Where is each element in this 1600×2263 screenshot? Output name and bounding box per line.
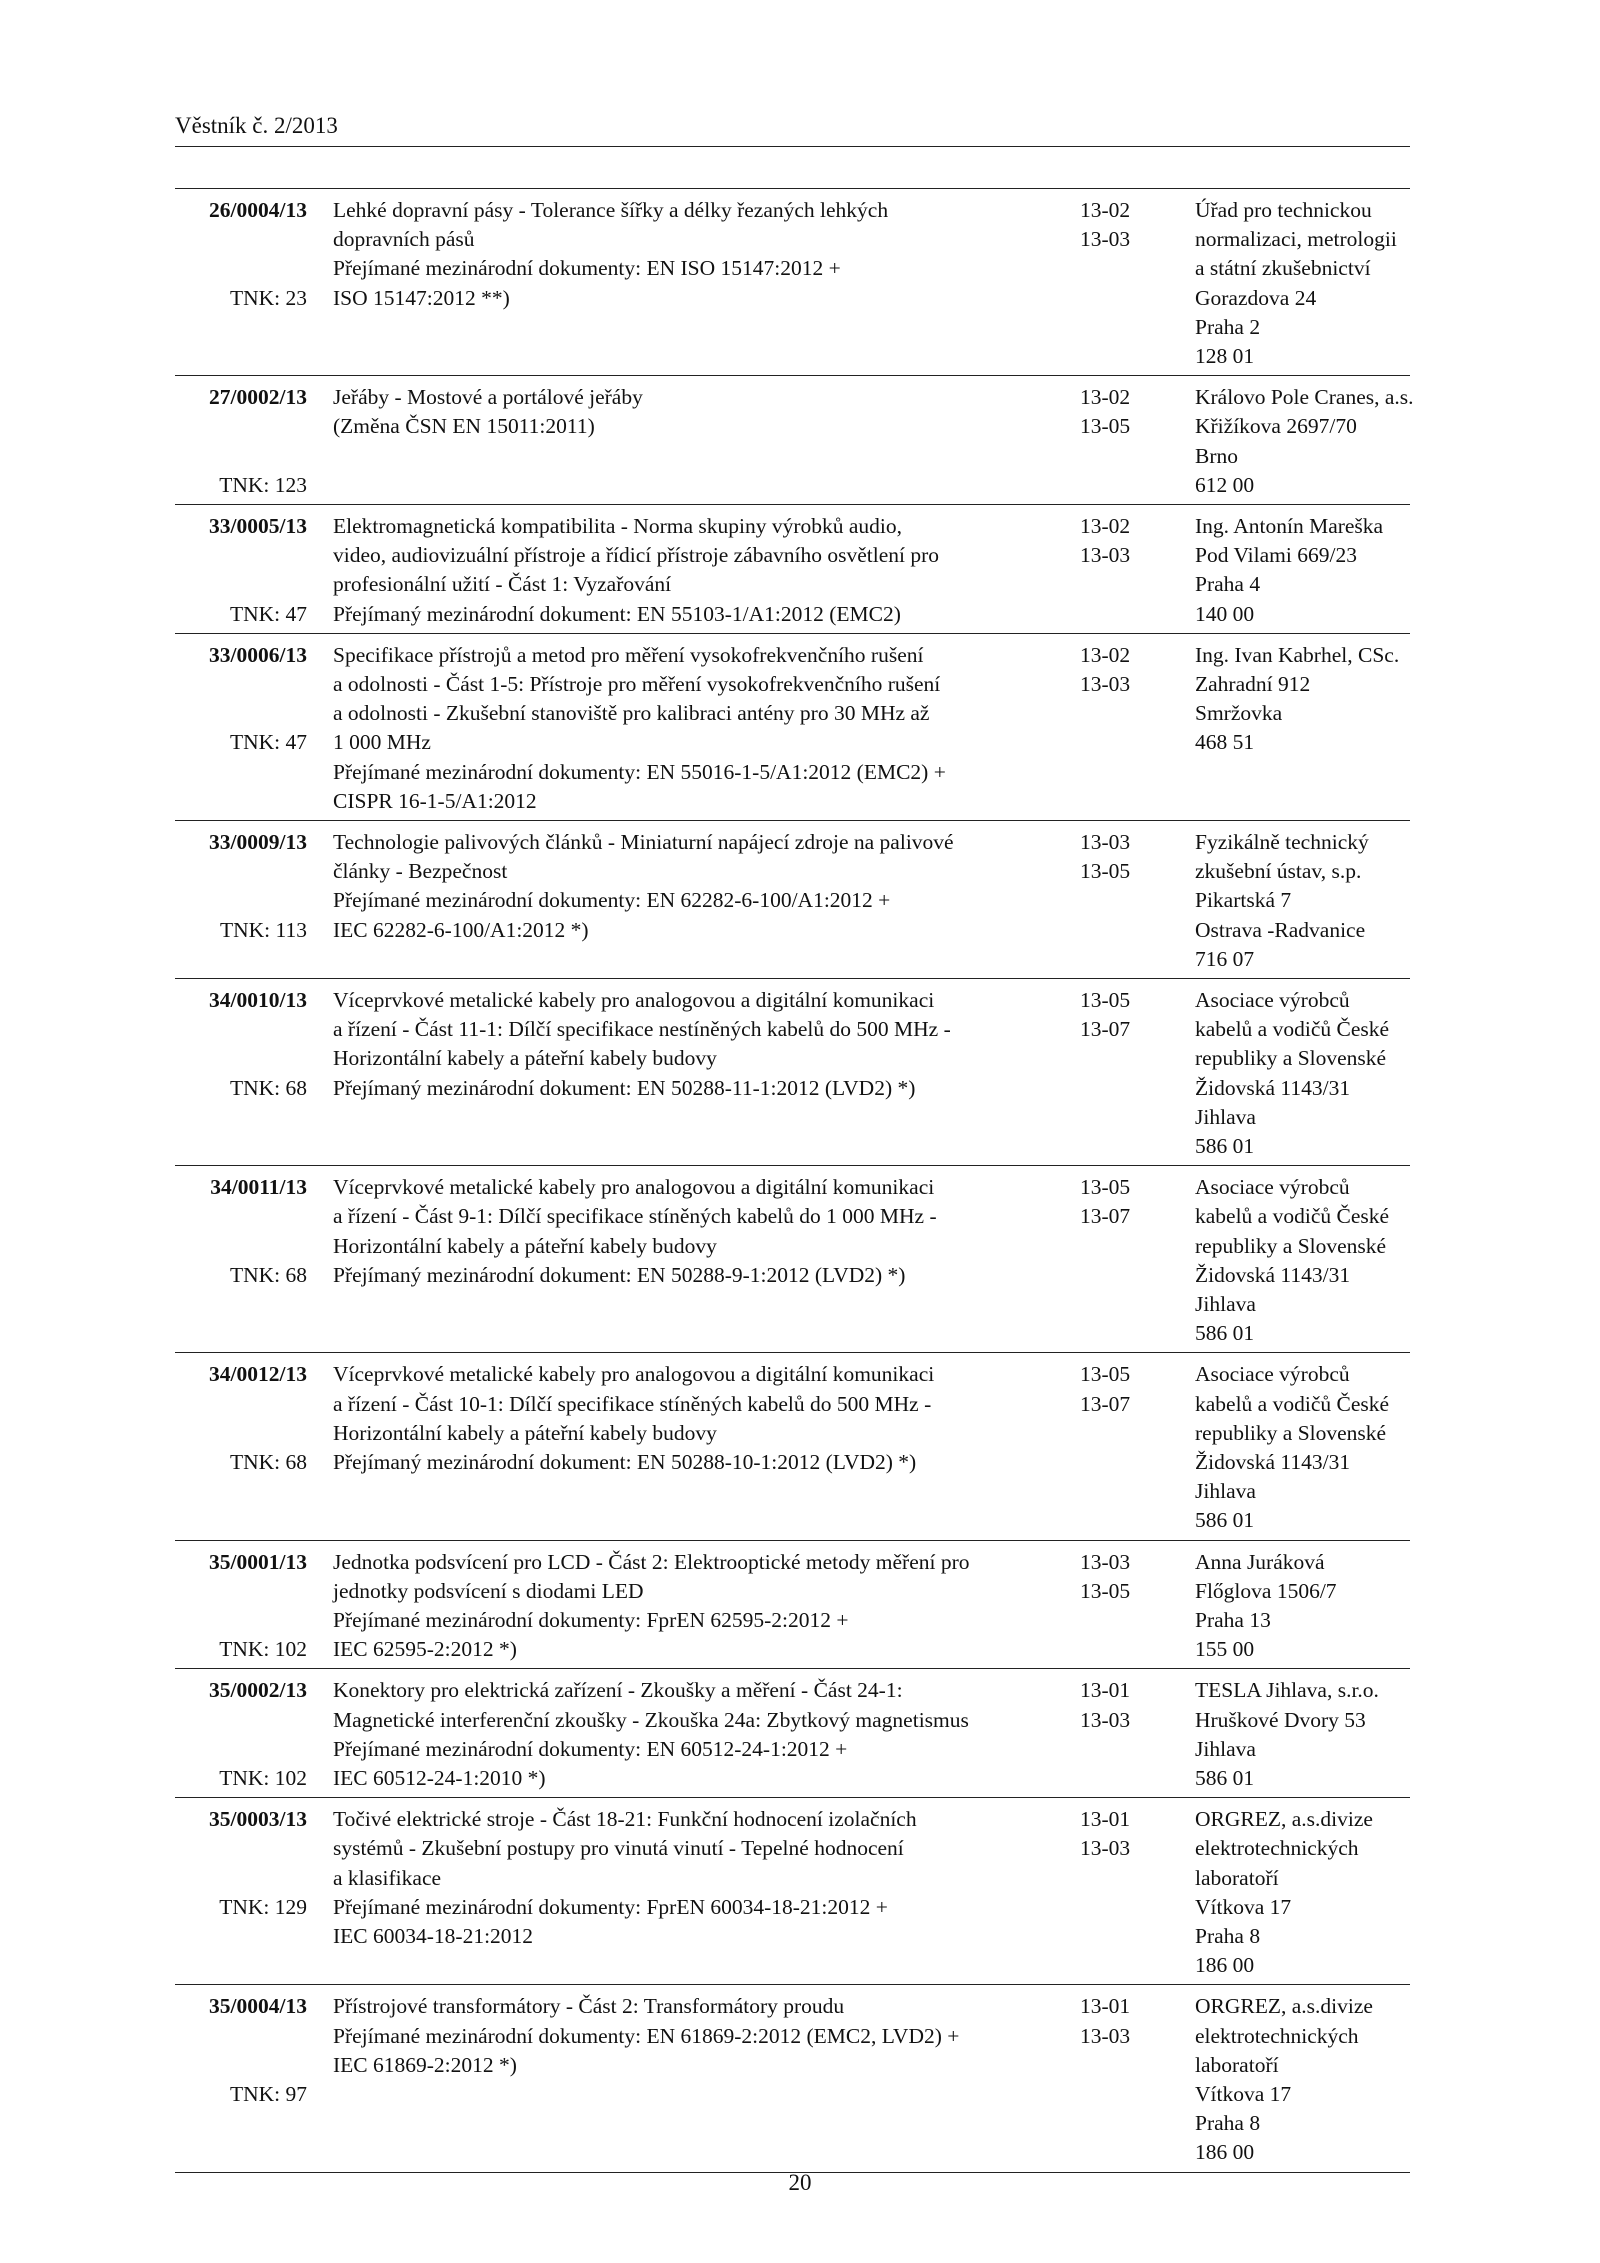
classification-codes	[1080, 512, 1160, 570]
page-header	[175, 112, 1410, 147]
code: 13-02	[1080, 642, 1131, 667]
address-line: 586 01	[1195, 1133, 1255, 1158]
description-line: jednotky podsvícení s diodami LED	[333, 1578, 644, 1603]
description-line: Specifikace přístrojů a metod pro měření vysokofrekvenčního rušení	[333, 642, 924, 667]
notices-table	[175, 188, 1414, 2173]
description-line: Přejímaný mezinárodní dokument: EN 50288-10-1:2012 (LVD2) *)	[333, 1449, 917, 1474]
code: 13-03	[1080, 543, 1131, 568]
tnk-label: TNK: 102	[219, 1637, 307, 1662]
code: 13-03	[1080, 1707, 1131, 1732]
description-line: Víceprvkové metalické kabely pro analogovou a digitální komunikaci	[333, 987, 935, 1012]
notice-id: 35/0004/13	[209, 1994, 307, 2019]
classification-codes	[1080, 1173, 1160, 1231]
address-line: Hruškové Dvory 53	[1195, 1707, 1366, 1732]
description-line: Konektory pro elektrická zařízení - Zkoušky a měření - Část 24-1:	[333, 1678, 903, 1703]
address-line: republiky a Slovenské	[1195, 1420, 1387, 1445]
notice-id: 33/0009/13	[209, 829, 307, 854]
address-line: 128 01	[1195, 344, 1255, 369]
notice-id: 27/0002/13	[209, 385, 307, 410]
table-row	[175, 821, 1410, 979]
description-line: IEC 62282-6-100/A1:2012 *)	[333, 917, 589, 942]
notice-id: 33/0006/13	[209, 642, 307, 667]
description-line: video, audiovizuální přístroje a řídicí přístroje zábavního osvětlení pro	[333, 543, 940, 568]
description-line: ISO 15147:2012 **)	[333, 285, 510, 310]
notice-id: 34/0012/13	[209, 1362, 307, 1387]
description-line: Horizontální kabely a páteřní kabely budovy	[333, 1420, 717, 1445]
address-line: Praha 8	[1195, 1923, 1261, 1948]
address-line: 586 01	[1195, 1321, 1255, 1346]
notice-id: 35/0002/13	[209, 1678, 307, 1703]
description-line: CISPR 16-1-5/A1:2012	[333, 788, 537, 813]
tnk-label: TNK: 68	[229, 1449, 307, 1474]
code: 13-05	[1080, 1362, 1131, 1387]
notice-id: 34/0010/13	[209, 987, 307, 1012]
address-line: republiky a Slovenské	[1195, 1233, 1387, 1258]
table-row	[175, 1353, 1410, 1540]
address-line: elektrotechnických	[1195, 1836, 1359, 1861]
tnk-label: TNK: 129	[219, 1894, 307, 1919]
table-row	[175, 634, 1410, 821]
address-line: Jihlava	[1195, 1736, 1256, 1761]
address-line: 186 00	[1195, 1953, 1255, 1978]
code: 13-05	[1080, 1578, 1131, 1603]
code: 13-03	[1080, 2023, 1131, 2048]
code: 13-03	[1080, 829, 1131, 854]
address-line: Křižíkova 2697/70	[1195, 414, 1357, 439]
table-row	[175, 1985, 1410, 2172]
processor-address	[1195, 1173, 1417, 1348]
code: 13-01	[1080, 1807, 1131, 1832]
tnk-label: TNK: 97	[229, 2081, 307, 2106]
address-line: laboratoří	[1195, 2052, 1279, 2077]
address-line: 468 51	[1195, 730, 1255, 755]
address-line: republiky a Slovenské	[1195, 1046, 1387, 1071]
description-line: (Změna ČSN EN 15011:2011)	[333, 414, 595, 439]
tnk-label: TNK: 123	[219, 472, 307, 497]
address-line: 186 00	[1195, 2140, 1255, 2165]
description-line: a řízení - Část 9-1: Dílčí specifikace stíněných kabelů do 1 000 MHz -	[333, 1204, 937, 1229]
table-row	[175, 376, 1414, 505]
description-line: IEC 62595-2:2012 *)	[333, 1637, 517, 1662]
code: 13-07	[1080, 1204, 1131, 1229]
description-line: profesionální užití - Část 1: Vyzařování	[333, 572, 672, 597]
processor-address	[1195, 1548, 1417, 1665]
address-line: Pod Vilami 669/23	[1195, 543, 1357, 568]
classification-codes	[1080, 641, 1160, 699]
table-row	[175, 505, 1410, 634]
address-line: Smržovka	[1195, 701, 1283, 726]
classification-codes	[1080, 1360, 1160, 1418]
code: 13-05	[1080, 1175, 1131, 1200]
processor-address	[1195, 1992, 1417, 2167]
address-line: Židovská 1143/31	[1195, 1449, 1351, 1474]
description-line: a klasifikace	[333, 1865, 442, 1890]
processor-address	[1195, 641, 1417, 758]
classification-codes	[1080, 383, 1160, 441]
description-line: a řízení - Část 11-1: Dílčí specifikace nestíněných kabelů do 500 MHz -	[333, 1017, 951, 1042]
address-line: normalizaci, metrologii	[1195, 227, 1397, 252]
tnk-label: TNK: 47	[229, 601, 307, 626]
description-line: 1 000 MHz	[333, 730, 431, 755]
tnk-label: TNK: 68	[229, 1075, 307, 1100]
description-line: články - Bezpečnost	[333, 859, 508, 884]
code: 13-01	[1080, 1678, 1131, 1703]
code: 13-01	[1080, 1994, 1131, 2019]
address-line: Vítkova 17	[1195, 2081, 1292, 2106]
page-number: 20	[788, 2170, 812, 2195]
processor-address	[1195, 986, 1417, 1161]
notice-id: 35/0003/13	[209, 1807, 307, 1832]
code: 13-02	[1080, 198, 1131, 222]
code: 13-03	[1080, 227, 1131, 252]
address-line: Ostrava -Radvanice	[1195, 917, 1366, 942]
tnk-label: TNK: 47	[229, 730, 307, 755]
address-line: elektrotechnických	[1195, 2023, 1359, 2048]
address-line: kabelů a vodičů České	[1195, 1204, 1390, 1229]
code: 13-07	[1080, 1017, 1131, 1042]
description-line: Přejímané mezinárodní dokumenty: EN 62282-6-100/A1:2012 +	[333, 888, 891, 913]
address-line: Pikartská 7	[1195, 888, 1292, 913]
description-line: a řízení - Část 10-1: Dílčí specifikace stíněných kabelů do 500 MHz -	[333, 1391, 932, 1416]
classification-codes	[1080, 1992, 1160, 2050]
address-line: 586 01	[1195, 1765, 1255, 1790]
address-line: Brno	[1195, 443, 1238, 468]
code: 13-07	[1080, 1391, 1131, 1416]
code: 13-05	[1080, 414, 1131, 439]
description-line: Horizontální kabely a páteřní kabely budovy	[333, 1233, 717, 1258]
address-line: Židovská 1143/31	[1195, 1075, 1351, 1100]
address-line: kabelů a vodičů České	[1195, 1017, 1390, 1042]
description-line: IEC 60512-24-1:2010 *)	[333, 1765, 546, 1790]
description-line: Točivé elektrické stroje - Část 18-21: Funkční hodnocení izolačních	[333, 1807, 917, 1832]
processor-address	[1195, 1805, 1417, 1980]
processor-address	[1195, 196, 1417, 371]
address-line: kabelů a vodičů České	[1195, 1391, 1390, 1416]
description-line: Přejímaný mezinárodní dokument: EN 55103-1/A1:2012 (EMC2)	[333, 601, 901, 626]
description-line: Technologie palivových článků - Miniaturní napájecí zdroje na palivové	[333, 829, 954, 854]
description-line: dopravních pásů	[333, 227, 475, 252]
address-line: Ing. Ivan Kabrhel, CSc.	[1195, 642, 1400, 667]
address-line: Fyzikálně technický	[1195, 829, 1369, 854]
address-line: Asociace výrobců	[1195, 1362, 1350, 1387]
code: 13-03	[1080, 1549, 1131, 1574]
code: 13-05	[1080, 987, 1131, 1012]
address-line: ORGREZ, a.s.divize	[1195, 1994, 1373, 2019]
address-line: Praha 13	[1195, 1607, 1271, 1632]
description-line: Přejímaný mezinárodní dokument: EN 50288-11-1:2012 (LVD2) *)	[333, 1075, 916, 1100]
address-line: Anna Juráková	[1195, 1549, 1325, 1574]
tnk-label: TNK: 68	[229, 1262, 307, 1287]
notice-id: 34/0011/13	[210, 1175, 307, 1200]
description-line: Přejímané mezinárodní dokumenty: EN 60512-24-1:2012 +	[333, 1736, 848, 1761]
description-line: Horizontální kabely a páteřní kabely budovy	[333, 1046, 717, 1071]
code: 13-05	[1080, 859, 1131, 884]
description-line: systémů - Zkušební postupy pro vinutá vinutí - Tepelné hodnocení	[333, 1836, 904, 1861]
description-line: Přejímaný mezinárodní dokument: EN 50288-9-1:2012 (LVD2) *)	[333, 1262, 906, 1287]
address-line: Praha 2	[1195, 314, 1261, 339]
table-row	[175, 1669, 1410, 1798]
address-line: Zahradní 912	[1195, 671, 1311, 696]
address-line: 716 07	[1195, 946, 1255, 971]
address-line: Úřad pro technickou	[1195, 198, 1372, 222]
table-row	[175, 1798, 1410, 1985]
address-line: Jihlava	[1195, 1479, 1256, 1504]
description-line: Jeřáby - Mostové a portálové jeřáby	[333, 385, 643, 410]
description-line: Přejímané mezinárodní dokumenty: FprEN 60034-18-21:2012 +	[333, 1894, 888, 1919]
code: 13-02	[1080, 513, 1131, 538]
table-row	[175, 1541, 1410, 1670]
address-line: Jihlava	[1195, 1104, 1256, 1129]
processor-address	[1195, 1676, 1417, 1793]
description-line: Přejímané mezinárodní dokumenty: EN 61869-2:2012 (EMC2, LVD2) +	[333, 2023, 960, 2048]
code: 13-03	[1080, 671, 1131, 696]
classification-codes	[1080, 1805, 1160, 1863]
journal-title: Věstník č. 2/2013	[175, 113, 338, 138]
address-line: Židovská 1143/31	[1195, 1262, 1351, 1287]
address-line: Vítkova 17	[1195, 1894, 1292, 1919]
table-row	[175, 1166, 1410, 1353]
classification-codes	[1080, 1548, 1160, 1606]
address-line: a státní zkušebnictví	[1195, 256, 1371, 281]
description-line: Přístrojové transformátory - Část 2: Transformátory proudu	[333, 1994, 845, 2019]
description-line: IEC 60034-18-21:2012	[333, 1923, 534, 1948]
notice-id: 33/0005/13	[209, 513, 307, 538]
code: 13-03	[1080, 1836, 1131, 1861]
processor-address	[1195, 828, 1417, 974]
processor-address	[1195, 512, 1417, 629]
address-line: 155 00	[1195, 1637, 1255, 1662]
address-line: Asociace výrobců	[1195, 987, 1350, 1012]
classification-codes	[1080, 828, 1160, 886]
address-line: Gorazdova 24	[1195, 285, 1317, 310]
address-line: ORGREZ, a.s.divize	[1195, 1807, 1373, 1832]
description-line: Víceprvkové metalické kabely pro analogovou a digitální komunikaci	[333, 1175, 935, 1200]
description-line: Přejímané mezinárodní dokumenty: EN 55016-1-5/A1:2012 (EMC2) +	[333, 759, 946, 784]
description-line: Lehké dopravní pásy - Tolerance šířky a délky řezaných lehkých	[333, 198, 889, 222]
tnk-label: TNK: 113	[220, 917, 307, 942]
description-line: Přejímané mezinárodní dokumenty: FprEN 62595-2:2012 +	[333, 1607, 849, 1632]
description-line: Magnetické interferenční zkoušky - Zkouška 24a: Zbytkový magnetismus	[333, 1707, 969, 1732]
notice-id: 35/0001/13	[209, 1549, 307, 1574]
address-line: TESLA Jihlava, s.r.o.	[1195, 1678, 1379, 1703]
address-line: 612 00	[1195, 472, 1255, 497]
description-line: a odolnosti - Část 1-5: Přístroje pro měření vysokofrekvenčního rušení	[333, 671, 941, 696]
code: 13-02	[1080, 385, 1131, 410]
notice-id: 26/0004/13	[209, 198, 307, 222]
description-line: Víceprvkové metalické kabely pro analogovou a digitální komunikaci	[333, 1362, 935, 1387]
address-line: Praha 8	[1195, 2111, 1261, 2136]
processor-address	[1195, 383, 1417, 500]
address-line: Praha 4	[1195, 572, 1261, 597]
processor-address	[1195, 1360, 1417, 1535]
table-row	[175, 189, 1410, 376]
classification-codes	[1080, 1676, 1160, 1734]
address-line: 140 00	[1195, 601, 1255, 626]
address-line: Královo Pole Cranes, a.s.	[1195, 385, 1414, 410]
description-line: IEC 61869-2:2012 *)	[333, 2052, 517, 2077]
table-row	[175, 979, 1410, 1166]
address-line: zkušební ústav, s.p.	[1195, 859, 1362, 884]
tnk-label: TNK: 23	[229, 285, 307, 310]
address-line: laboratoří	[1195, 1865, 1279, 1890]
description-line: Elektromagnetická kompatibilita - Norma skupiny výrobků audio,	[333, 513, 903, 538]
address-line: Jihlava	[1195, 1291, 1256, 1316]
description-line: Přejímané mezinárodní dokumenty: EN ISO 15147:2012 +	[333, 256, 841, 281]
address-line: Asociace výrobců	[1195, 1175, 1350, 1200]
classification-codes	[1080, 196, 1160, 254]
address-line: 586 01	[1195, 1508, 1255, 1533]
address-line: Flőglova 1506/7	[1195, 1578, 1337, 1603]
description-line: a odolnosti - Zkušební stanoviště pro kalibraci antény pro 30 MHz až	[333, 701, 930, 726]
classification-codes	[1080, 986, 1160, 1044]
description-line: Jednotka podsvícení pro LCD - Část 2: Elektrooptické metody měření pro	[333, 1549, 970, 1574]
tnk-label: TNK: 102	[219, 1765, 307, 1790]
address-line: Ing. Antonín Mareška	[1195, 513, 1384, 538]
